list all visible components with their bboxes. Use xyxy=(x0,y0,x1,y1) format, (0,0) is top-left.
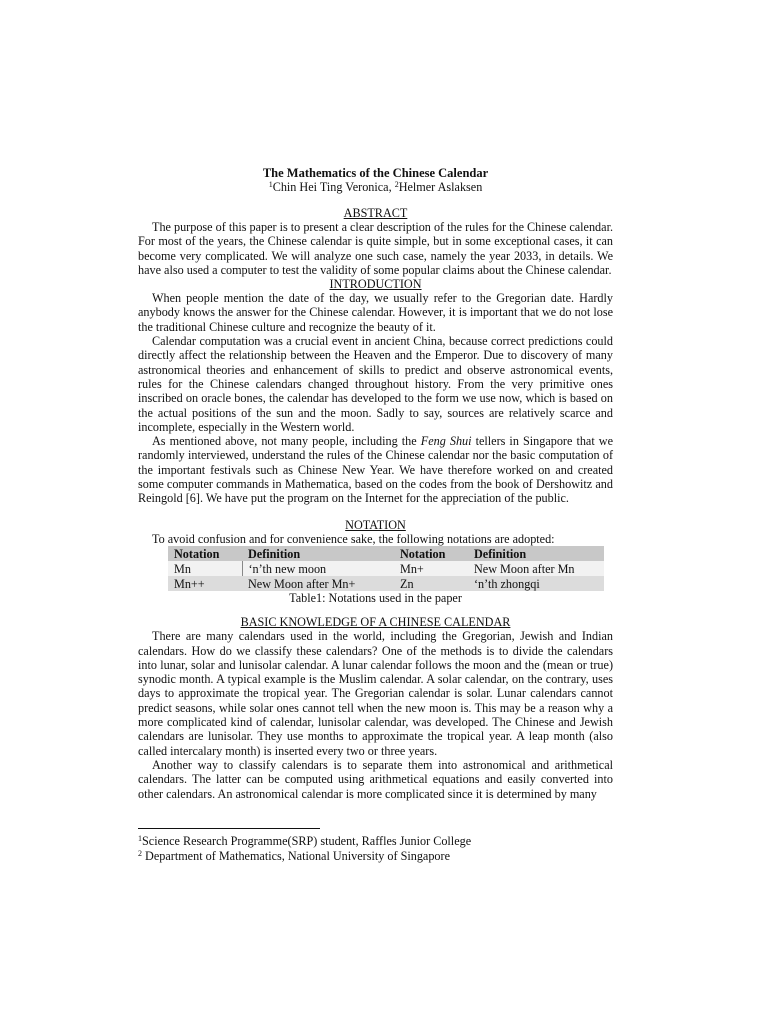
table-header: Definition xyxy=(242,546,394,561)
basic-paragraph-1: There are many calendars used in the world, including the Gregorian, Jewish and Indian calendars. How do we classify these calendars? One of the methods is to divide the calendars into lunar, solar and lunisolar calendar. A lunar calendar follows the moon and the (mean or true) synodic month. A typical example is the Muslim calendar. A solar calendar, on the contrary, uses days to approximate the tropical year. The Gregorian calendar is solar. Lunar calendars cannot predict seasons, while solar ones cannot tell when the new moon is. This may be a reason why a more complicated kind of calendar, lunisolar calendar, was developed. The Chinese and Jewish calendars are lunisolar. They use months to approximate the tropical year. A leap month (also called intercalary month) is inserted every two or three years. xyxy=(138,629,613,758)
footnote-1-text: Science Research Programme(SRP) student, Raffles Junior College xyxy=(142,834,472,848)
table-cell: ‘n’th new moon xyxy=(242,561,394,576)
table-header-row xyxy=(168,546,604,561)
intro-paragraph-1: When people mention the date of the day, we usually refer to the Gregorian date. Hardly anybody knows the answer for the Chinese calendar. However, it is important that we do not lose the traditional Chinese culture and recognize the beauty of it. xyxy=(138,291,613,334)
footnote-2 xyxy=(138,849,613,864)
author-2-name: Helmer Aslaksen xyxy=(398,180,483,194)
footnote-2-marker: 2 xyxy=(138,848,142,858)
intro-paragraph-2: Calendar computation was a crucial event in ancient China, because correct predictions could directly affect the relationship between the Heaven and the Emperor. Due to discovery of many astronomical theories and enhancement of skills to predict and observe astronomical events, rules for the Chinese calendars changed throughout history. From the very primitive ones inscribed on oracle bones, the calendar has developed to the form we use now, which is based on the actual positions of the sun and the moon. Sadly to say, sources are relatively scarce and incomplete, especially in the Western world. xyxy=(138,334,613,434)
author-line xyxy=(138,180,613,194)
introduction-heading: INTRODUCTION xyxy=(329,277,422,292)
paper-title: The Mathematics of the Chinese Calendar xyxy=(262,166,489,180)
author-1-marker: 1 xyxy=(268,180,273,189)
table-row xyxy=(168,561,604,576)
table-cell: Zn xyxy=(394,576,468,591)
table-cell: Mn+ xyxy=(394,561,468,576)
author-1-name: Chin Hei Ting Veronica, xyxy=(272,180,392,194)
table-cell: New Moon after Mn xyxy=(468,561,604,576)
table-caption: Table1: Notations used in the paper xyxy=(289,590,462,605)
table-cell: Mn++ xyxy=(168,576,242,591)
footnotes xyxy=(138,834,613,863)
abstract-text: The purpose of this paper is to present a clear description of the rules for the Chinese calendar. For most of the years, the Chinese calendar is quite simple, but in some exceptional cases, it can become very complicated. We will analyze one such case, namely the year 2033, in details. We have also used a computer to test the validity of some popular claims about the Chinese calendar. xyxy=(138,220,613,277)
footnote-divider xyxy=(138,828,320,829)
intro-paragraph-3 xyxy=(138,434,613,505)
basic-paragraph-2: Another way to classify calendars is to separate them into astronomical and arithmetical calendars. The latter can be computed using arithmetical equations and easily converted into other calendars. An astronomical calendar is more complicated since it is determined by many xyxy=(138,757,613,801)
table-cell: ‘n’th zhongqi xyxy=(468,576,604,591)
intro-p3-italic: Feng Shui xyxy=(420,434,472,449)
intro-p3-end: tellers in Singapore that we randomly interviewed, understand the rules of the Chinese calendar nor the basic computation of the important festivals such as Chinese New Year. We have therefore worked on and created some computer commands in Mathematica, based on the codes from the book of Dershowitz and Reingold [6]. We have put the program on the Internet for the appreciation of the public. xyxy=(138,434,613,506)
notation-heading: NOTATION xyxy=(345,517,406,532)
abstract-heading: ABSTRACT xyxy=(343,206,408,220)
paper-body xyxy=(138,166,613,801)
intro-p3-start: As mentioned above, not many people, including the xyxy=(152,434,421,449)
notation-intro: To avoid confusion and for convenience sake, the following notations are adopted: xyxy=(152,531,555,546)
notation-table xyxy=(168,546,605,591)
table-cell: Mn xyxy=(168,561,242,576)
footnote-1 xyxy=(138,834,613,849)
table-header: Definition xyxy=(468,546,604,561)
table-header: Notation xyxy=(168,546,242,561)
footnote-2-text: Department of Mathematics, National University of Singapore xyxy=(142,848,450,863)
author-2-marker: 2 xyxy=(394,180,399,189)
basic-knowledge-heading: BASIC KNOWLEDGE OF A CHINESE CALENDAR xyxy=(240,615,511,630)
footnote-1-marker: 1 xyxy=(138,834,142,843)
table-cell: New Moon after Mn+ xyxy=(242,576,394,591)
table-header: Notation xyxy=(394,546,468,561)
table-row xyxy=(168,576,604,591)
